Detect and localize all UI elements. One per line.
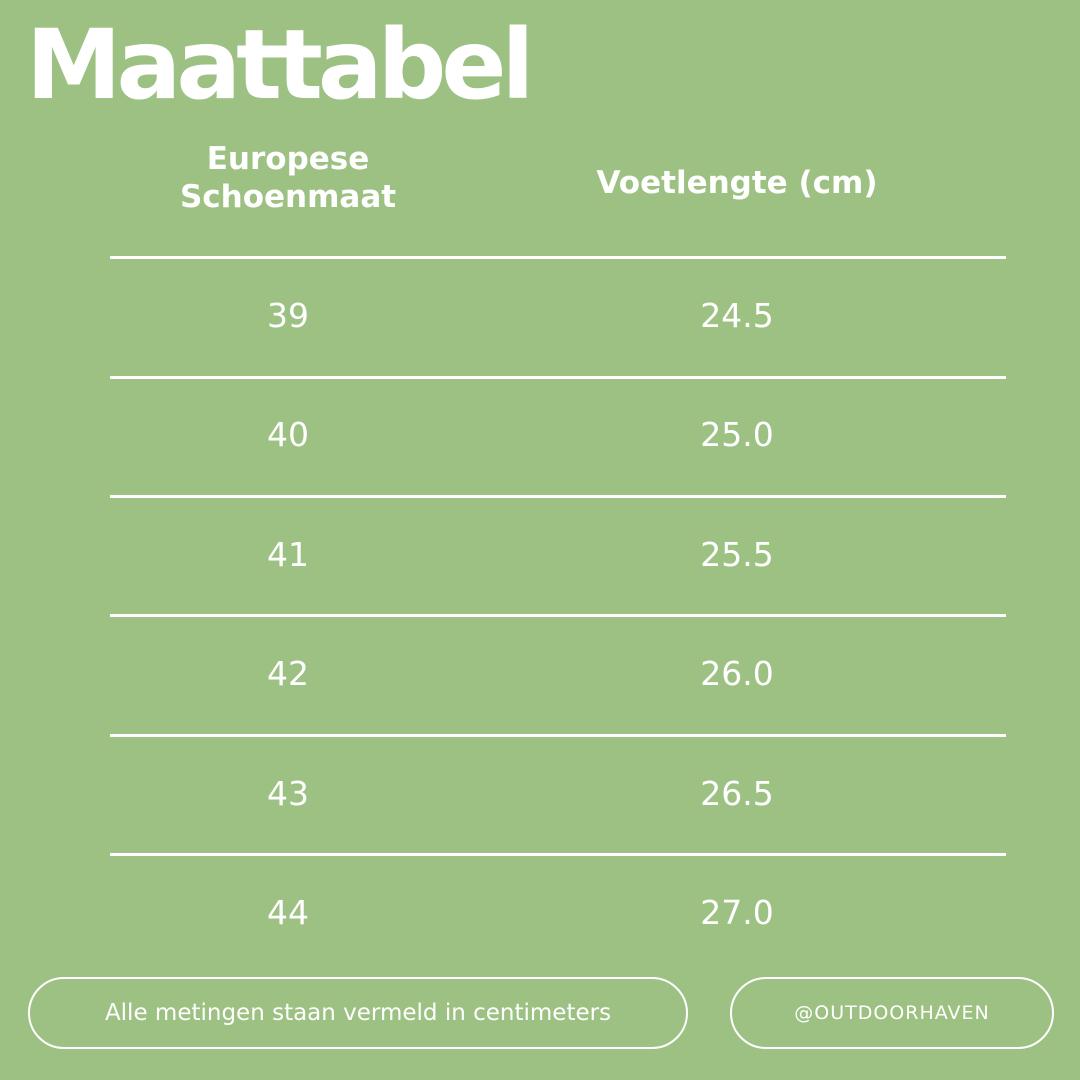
measurement-note: Alle metingen staan vermeld in centimeters — [28, 977, 688, 1049]
row-divider — [110, 853, 1006, 856]
table-cell-size: 39 — [267, 296, 309, 335]
column-header-foot-length: Voetlengte (cm) — [596, 165, 878, 201]
table-cell-size: 43 — [267, 774, 309, 813]
table-cell-length: 25.5 — [700, 535, 774, 574]
row-divider — [110, 495, 1006, 498]
social-handle: @OUTDOORHAVEN — [730, 977, 1054, 1049]
table-cell-size: 42 — [267, 654, 309, 693]
row-divider — [110, 376, 1006, 379]
column-header-shoe-size — [138, 140, 438, 216]
table-cell-size: 44 — [267, 893, 309, 932]
table-cell-length: 24.5 — [700, 296, 774, 335]
row-divider — [110, 734, 1006, 737]
table-cell-size: 40 — [267, 415, 309, 454]
column-header-shoe-size-line1: Europese — [206, 141, 370, 177]
column-header-shoe-size-line2: Schoenmaat — [179, 179, 397, 215]
table-cell-length: 27.0 — [700, 893, 774, 932]
table-cell-size: 41 — [267, 535, 309, 574]
table-cell-length: 26.5 — [700, 774, 774, 813]
table-cell-length: 26.0 — [700, 654, 774, 693]
page-title: Maattabel — [26, 9, 530, 121]
row-divider — [110, 614, 1006, 617]
table-cell-length: 25.0 — [700, 415, 774, 454]
row-divider — [110, 256, 1006, 259]
